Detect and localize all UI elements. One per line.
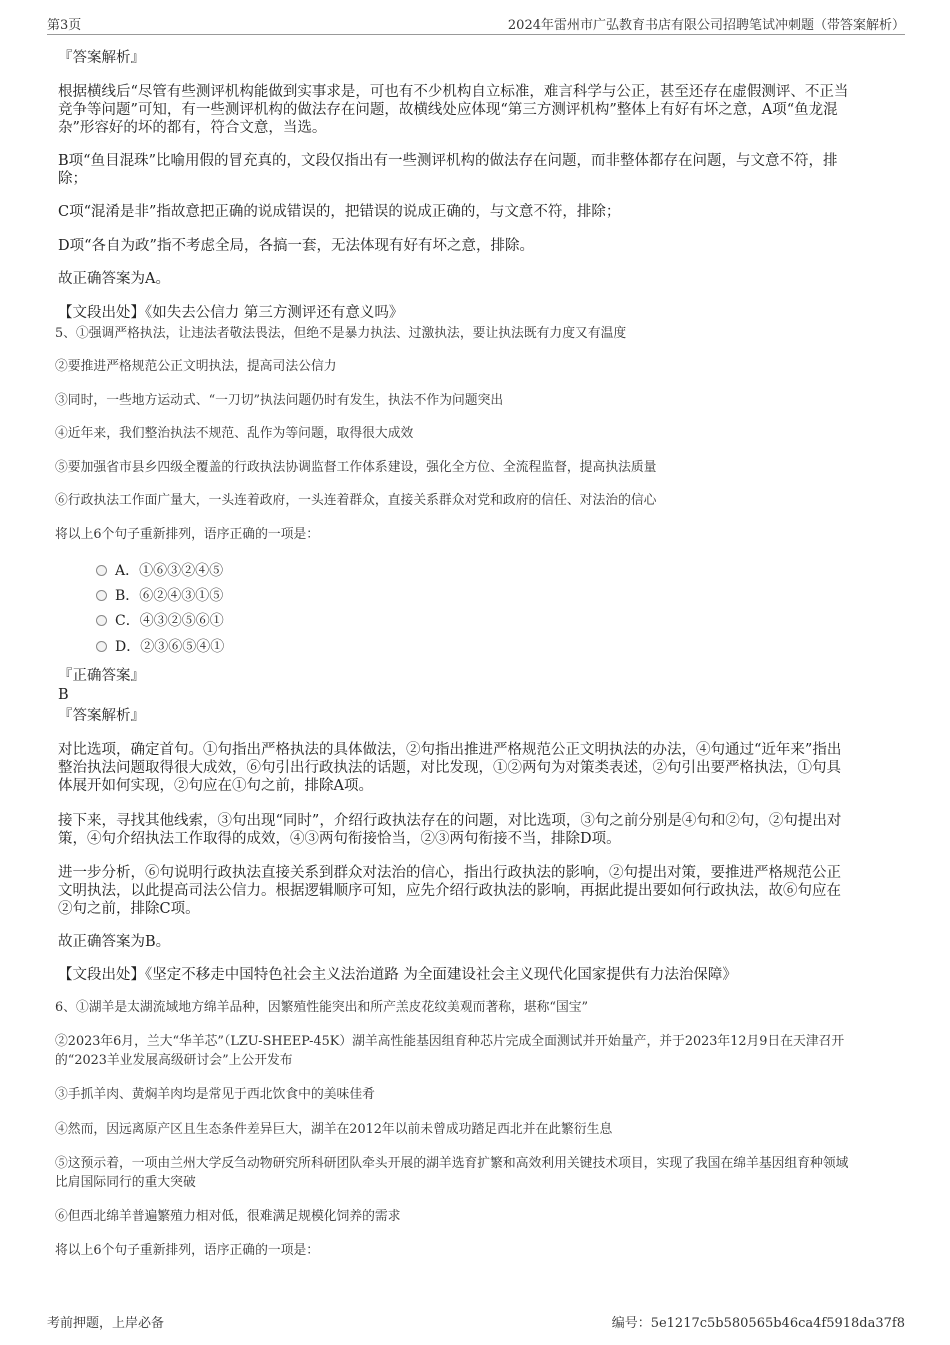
analysis-line: 对比选项，确定首句。①句指出严格执法的具体做法，②句指出推进严格规范公正文明执法的办法，④句通过“近年来”指出 xyxy=(58,742,842,758)
q5-sentence: ⑥行政执法工作面广量大，一头连着政府，一头连着群众，直接关系群众对党和政府的信任、对法治的信心 xyxy=(55,493,657,508)
radio-icon[interactable] xyxy=(96,615,107,626)
analysis-line: 根据横线后“尽管有些测评机构能做到实事求是，可也有不少机构自立标准，难言科学与公正，甚至还存在虚假测评、不正当 xyxy=(58,84,849,100)
radio-icon[interactable] xyxy=(96,565,107,576)
analysis-heading: 『答案解析』 xyxy=(58,708,145,724)
analysis-line: D项“各自为政”指不考虑全局，各搞一套，无法体现有好有坏之意，排除。 xyxy=(58,238,534,254)
source-citation: 【文段出处】《坚定不移走中国特色社会主义法治道路 为全面建设社会主义现代化国家提供有力法治保障》 xyxy=(58,967,737,983)
analysis-line: B项“鱼目混珠”比喻用假的冒充真的，文段仅指出有一些测评机构的做法存在问题，而非整体都存在问题，与文意不符，排 xyxy=(58,153,838,169)
source-citation: 【文段出处】《如失去公信力 第三方测评还有意义吗》 xyxy=(58,305,404,321)
option-c[interactable]: C．④③②⑤⑥① xyxy=(96,611,224,631)
page-footer xyxy=(47,1312,905,1331)
option-d[interactable]: D．②③⑥⑤④① xyxy=(96,637,224,657)
analysis-line: 体展开如何实现，②句应在①句之前，排除A项。 xyxy=(58,778,373,794)
q5-sentence: 5、①强调严格执法，让违法者敬法畏法，但绝不是暴力执法、过激执法，要让执法既有力度又有温度 xyxy=(55,326,627,341)
document-id: 编号：5e1217c5b580565b46ca4f5918da37f8 xyxy=(611,1316,905,1331)
analysis-conclusion: 故正确答案为B。 xyxy=(58,934,171,950)
analysis-line: 杂”形容好的坏的都有，符合文意，当选。 xyxy=(58,120,327,136)
analysis-line: 除； xyxy=(58,171,87,187)
q6-prompt: 将以上6个句子重新排列，语序正确的一项是： xyxy=(55,1243,320,1258)
q5-sentence: ③同时，一些地方运动式、“一刀切”执法问题仍时有发生，执法不作为问题突出 xyxy=(55,393,504,408)
q5-sentence: ②要推进严格规范公正文明执法，提高司法公信力 xyxy=(55,359,337,374)
q6-sentence: ④然而，因远离原产区且生态条件差异巨大，湖羊在2012年以前未曾成功踏足西北并在此繁衍生息 xyxy=(55,1122,613,1137)
answer-value: B xyxy=(58,687,69,703)
q6-sentence: ⑥但西北绵羊普遍繁殖力相对低，很难满足规模化饲养的需求 xyxy=(55,1209,401,1224)
q6-sentence: ③手抓羊肉、黄焖羊肉均是常见于西北饮食中的美味佳肴 xyxy=(55,1087,375,1102)
radio-icon[interactable] xyxy=(96,641,107,652)
document-title: 2024年雷州市广弘教育书店有限公司招聘笔试冲刺题（带答案解析） xyxy=(507,18,905,33)
page-number: 第3页 xyxy=(47,18,82,33)
analysis-conclusion: 故正确答案为A。 xyxy=(58,271,170,287)
radio-icon[interactable] xyxy=(96,590,107,601)
page-header xyxy=(47,14,905,35)
q5-sentence: ④近年来，我们整治执法不规范、乱作为等问题，取得很大成效 xyxy=(55,426,414,441)
option-b[interactable]: B．⑥②④③①⑤ xyxy=(96,586,223,606)
q6-sentence: 6、①湖羊是太湖流域地方绵羊品种，因繁殖性能突出和所产羔皮花纹美观而著称，堪称“国宝” xyxy=(55,1000,589,1015)
answer-heading: 『正确答案』 xyxy=(58,668,145,684)
analysis-line: 竞争等问题”可知，有一些测评机构的做法存在问题，故横线处应体现“第三方测评机构”整体上有好有坏之意，A项“鱼龙混 xyxy=(58,102,838,118)
q5-sentence: ⑤要加强省市县乡四级全覆盖的行政执法协调监督工作体系建设，强化全方位、全流程监督，提高执法质量 xyxy=(55,460,657,475)
q5-prompt: 将以上6个句子重新排列，语序正确的一项是： xyxy=(55,527,320,542)
option-a[interactable]: A．①⑥③②④⑤ xyxy=(96,561,223,581)
q6-sentence: ②2023年6月，兰大“华羊芯”（LZU-SHEEP-45K）湖羊高性能基因组育种芯片完成全面测试并开始量产，并于2023年12月9日在天津召开 xyxy=(55,1034,845,1049)
analysis-line: 整治执法问题取得很大成效，⑥句引出行政执法的话题，对比发现，①②两句为对策类表述，②句引出要严格执法，①句具 xyxy=(58,760,841,776)
analysis-line: C项“混淆是非”指故意把正确的说成错误的，把错误的说成正确的，与文意不符，排除； xyxy=(58,204,621,220)
footer-slogan: 考前押题，上岸必备 xyxy=(47,1316,165,1331)
q6-sentence: ⑤这预示着，一项由兰州大学反刍动物研究所科研团队牵头开展的湖羊选育扩繁和高效利用关键技术项目，实现了我国在绵羊基因组育种领域 xyxy=(55,1156,849,1171)
analysis-line: 进一步分析，⑥句说明行政执法直接关系到群众对法治的信心，指出行政执法的影响，②句提出对策，要推进严格规范公正 xyxy=(58,865,841,881)
analysis-line: 策，④句介绍执法工作取得的成效，④③两句衔接恰当，②③两句衔接不当，排除D项。 xyxy=(58,831,621,847)
q6-sentence: 的“2023羊业发展高级研讨会”上公开发布 xyxy=(55,1053,293,1068)
q6-sentence: 比肩国际同行的重大突破 xyxy=(55,1175,196,1190)
analysis-line: 接下来，寻找其他线索，③句出现“同时”，介绍行政执法存在的问题，对比选项，③句之前分别是④句和②句，②句提出对 xyxy=(58,813,842,829)
analysis-heading: 『答案解析』 xyxy=(58,50,145,66)
analysis-line: 文明执法，以此提高司法公信力。根据逻辑顺序可知，应先介绍行政执法的影响，再据此提出要如何行政执法，故⑥句应在 xyxy=(58,883,841,899)
analysis-line: ②句之前，排除C项。 xyxy=(58,901,200,917)
